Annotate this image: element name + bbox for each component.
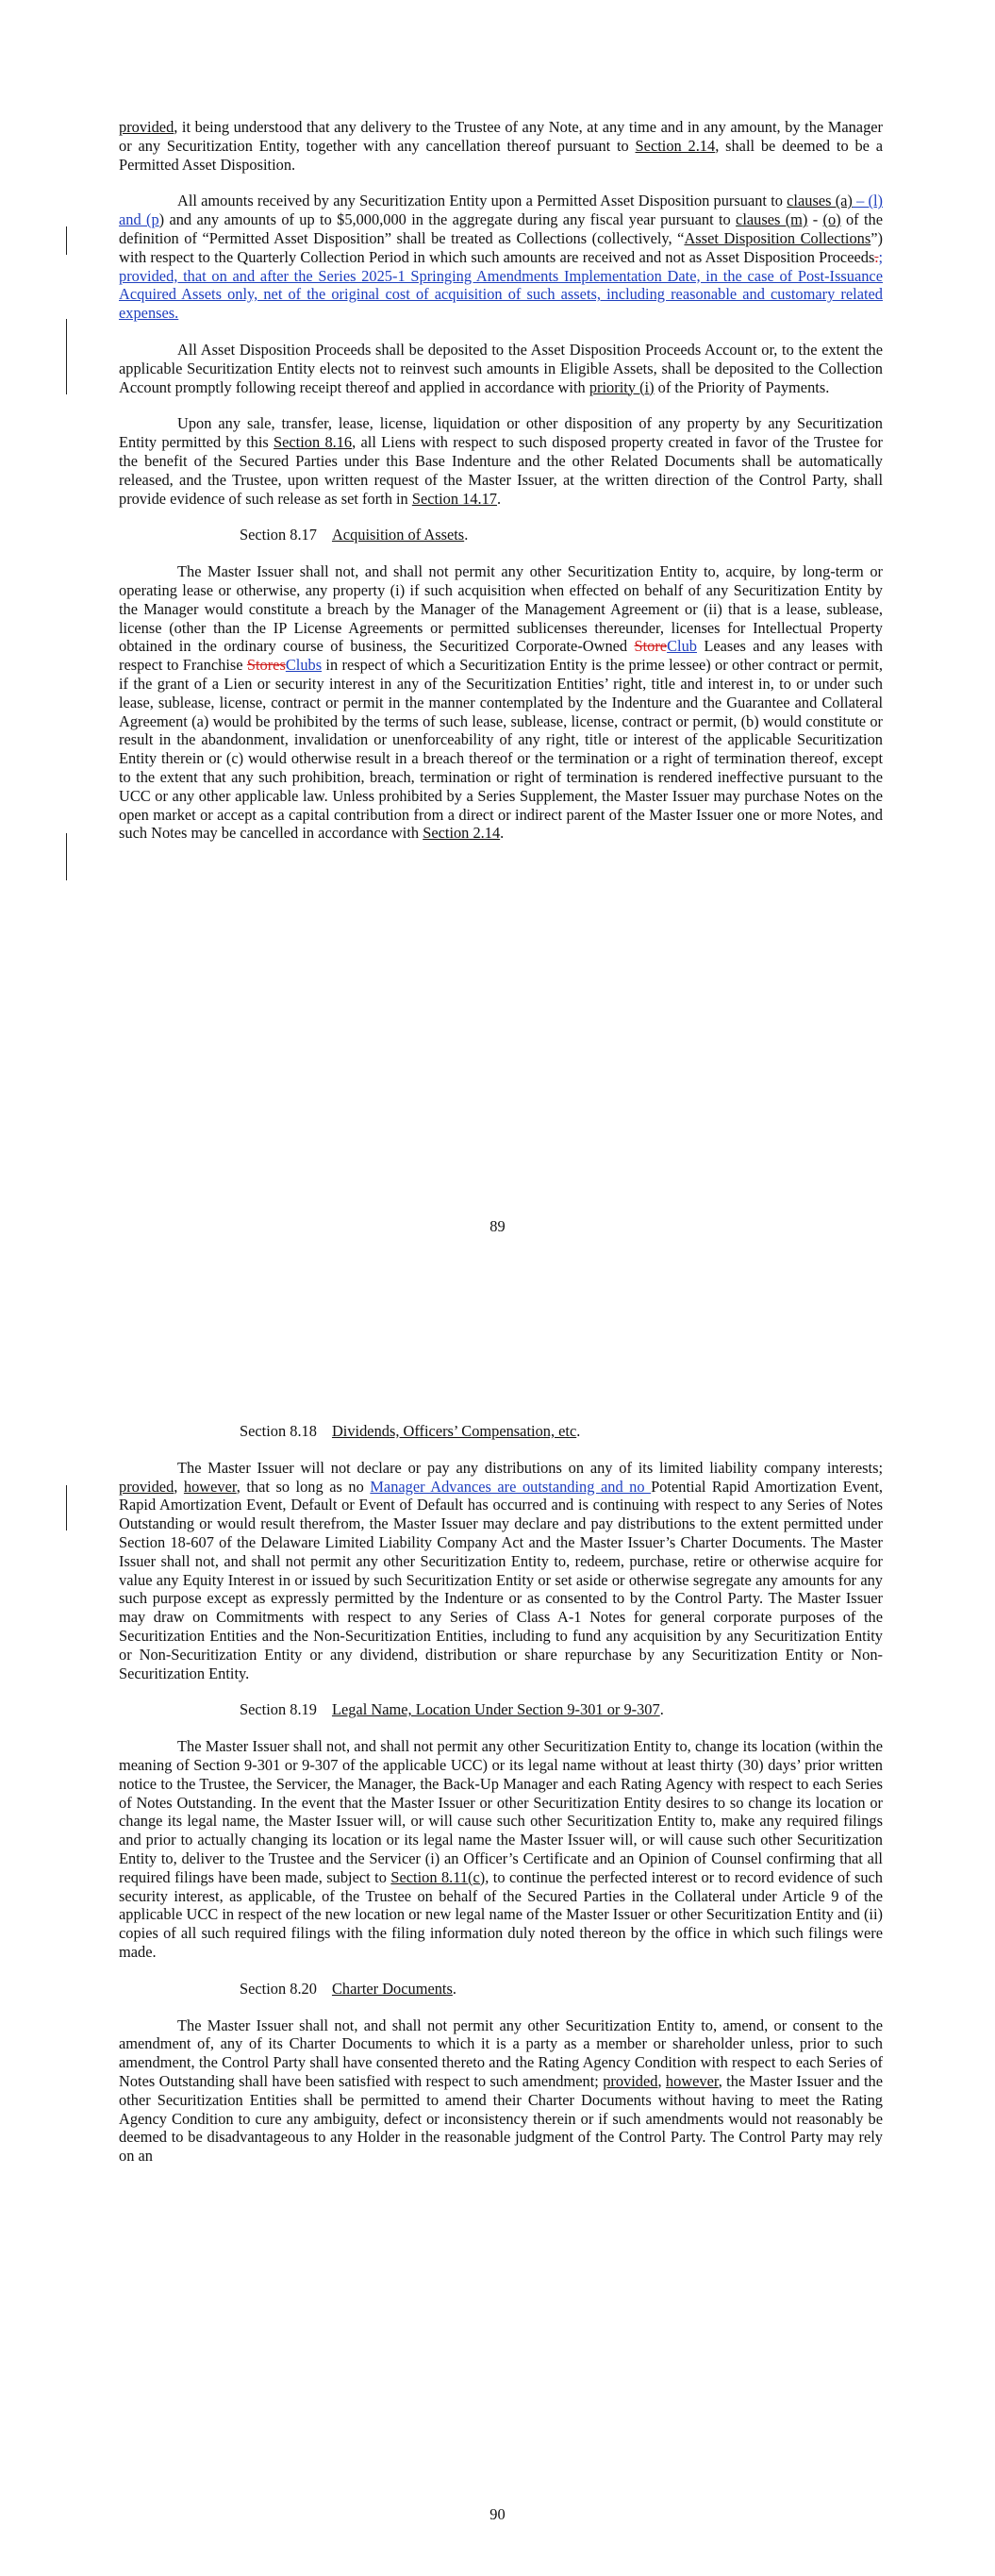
section-heading-8-19: Section 8.19 Legal Name, Location Under Section 9-301 or 9-307. [240,1700,664,1719]
page-89-body [119,118,883,861]
paragraph-dividends: The Master Issuer will not declare or pay any distributions on any of its limited liability company interests; provided, however, that so long as no Manager Advances are outstanding and no Potential Rapid Amortization Event, Rapid Amortization Event, Default or Event of Default has occurred and is continuing with respect to any Series of Notes Outstanding or would result therefrom, the Master Issuer may declare and pay distributions to the extent permitted under Section 18-607 of the Delaware Limited Liability Company Act and the Master Issuer’s Charter Documents. The Master Issuer shall not, and shall not permit any other Securitization Entity to, redeem, purchase, retire or otherwise acquire for value any Equity Interest in or issued by such Securitization Entity or set aside or otherwise segregate any amounts for any such purpose except as expressly permitted by the Indenture or as consented to by the Control Party. The Master Issuer may draw on Commitments with respect to any Series of Class A-1 Notes for general corporate purposes of the Securitization Entities and the Non-Securitization Entities, including to fund any acquisition by any Securitization Entity or Non-Securitization Entity or any dividend, distribution or share repurchase by any Securitization Entity or Non-Securitization Entity. [119,1458,883,1682]
section-heading-8-18: Section 8.18 Dividends, Officers’ Compensation, etc. [240,1422,581,1440]
paragraph-lien-release: Upon any sale, transfer, lease, license, liquidation or other disposition of any property by any Securitization Entity permitted by this Section 8.16, all Liens with respect to such disposed property created in favor of the Trustee for the benefit of the Secured Parties under this Base Indenture and the other Related Documents shall be automatically released, and the Trustee, upon written request of the Master Issuer, at the written direction of the Control Party, shall provide evidence of such release as set forth in Section 14.17. [119,414,883,508]
paragraph-charter-documents: The Master Issuer shall not, and shall not permit any other Securitization Entity to, amend, or consent to the amendment of, any of its Charter Documents to which it is a party as a member or shareholder unless, prior to such amendment, the Control Party shall have consented thereto and the Rating Agency Condition with respect to each Series of Notes Outstanding shall have been satisfied with respect to such amendment; provided, however, the Master Issuer and the other Securitization Entities shall be permitted to amend their Charter Documents without having to meet the Rating Agency Condition to cure any ambiguity, defect or inconsistency therein or if such amendments would not reasonably be deemed to be disadvantageous to any Holder in the reasonable judgment of the Control Party. The Control Party may rely on an [119,2016,883,2166]
page-90 [0,1288,995,2576]
paragraph-legal-name-location: The Master Issuer shall not, and shall not permit any other Securitization Entity to, change its location (within the meaning of Section 9-301 or 9-307 of the applicable UCC) or its legal name without at least thirty (30) days’ prior written notice to the Trustee, the Servicer, the Manager, the Back-Up Manager and each Rating Agency with respect to each Series of Notes Outstanding. In the event that the Master Issuer or other Securitization Entity desires to so change its location or change its legal name, the Master Issuer will, or will cause such other Securitization Entity to, make any required filings and prior to actually changing its location or its legal name the Master Issuer will, or will cause such other Securitization Entity to, deliver to the Trustee and the Servicer (i) an Officer’s Certificate and an Opinion of Counsel confirming that all required filings have been made, subject to Section 8.11(c), to continue the perfected interest or to record evidence of such security interest, as applicable, of the Trustee on behalf of the Secured Parties in the Collateral under Article 9 of the applicable UCC in respect of the new location or new legal name of the Master Issuer or other Securitization Entity and (ii) copies of all such required filings with the filing information duly noted thereon by the office in which such filings were made. [119,1737,883,1961]
change-bar [66,1485,67,1531]
change-bar [66,833,67,880]
paragraph-asset-disposition-collections: All amounts received by any Securitization Entity upon a Permitted Asset Disposition pursuant to clauses (a) – (l) and (p) and any amounts of up to $5,000,000 in the aggregate during any fiscal year pursuant to clauses (m) - (o) of the definition of “Permitted Asset Disposition” shall be treated as Collections (collectively, “Asset Disposition Collections”) with respect to the Quarterly Collection Period in which such amounts are received and not as Asset Disposition Proceeds.; provided, that on and after the Series 2025-1 Springing Amendments Implementation Date, in the case of Post-Issuance Acquired Assets only, net of the original cost of acquisition of such assets, including reasonable and customary related expenses. [119,192,884,323]
paragraph-provided-delivery: provided, it being understood that any delivery to the Trustee of any Note, at any time and in any amount, by the Manager or any Securitization Entity, together with any cancellation thereof pursuant to Section 2.14, shall be deemed to be a Permitted Asset Disposition. [119,118,883,174]
page-90-body [119,1422,883,2183]
paragraph-acquisition-of-assets: The Master Issuer shall not, and shall not permit any other Securitization Entity to, acquire, by long-term or operating lease or otherwise, any property (i) if such acquisition when effected on behalf of any Securitization Entity by the Manager would constitute a breach by the Manager of the Management Agreement or (ii) that is a lease, sublease, license (other than the IP License Agreements or permitted sublicenses thereunder, licenses for Intellectual Property obtained in the ordinary course of business, the Securitized Corporate-Owned StoreClub Leases and any leases with respect to Franchise StoresClubs in respect of which a Securitization Entity is the prime lessee) or other contract or permit, if the grant of a Lien or security interest in any of the Securitization Entities’ right, title and interest in, to or under such lease, sublease, license, contract or permit in the manner contemplated by the Indenture and the Guarantee and Collateral Agreement (a) would be prohibited by the terms of such lease, sublease, license, contract or permit, (b) would constitute or result in the abandonment, invalidation or unenforceability of any right, title or interest of the applicable Securitization Entity therein or (c) would otherwise result in a breach thereof or the termination or a right of termination thereof, except to the extent that any such prohibition, breach, termination or right of termination is rendered ineffective pursuant to the UCC or any other applicable law. Unless prohibited by a Series Supplement, the Master Issuer may purchase Notes on the open market or accept as a capital contribution from a direct or indirect parent of the Master Issuer one or more Notes, and such Notes may be cancelled in accordance with Section 2.14. [119,562,883,843]
change-bar [66,226,67,255]
paragraph-asset-disposition-proceeds: All Asset Disposition Proceeds shall be deposited to the Asset Disposition Proceeds Account or, to the extent the applicable Securitization Entity elects not to reinvest such amounts in Eligible Assets, shall be deposited to the Collection Account promptly following receipt thereof and applied in accordance with priority (i) of the Priority of Payments. [119,340,883,396]
page-number: 89 [489,1217,506,1235]
section-heading-8-20: Section 8.20 Charter Documents. [240,1979,456,1998]
change-bar [66,319,67,394]
page-number: 90 [489,2505,506,2523]
section-heading-8-17: Section 8.17 Acquisition of Assets. [240,526,469,544]
